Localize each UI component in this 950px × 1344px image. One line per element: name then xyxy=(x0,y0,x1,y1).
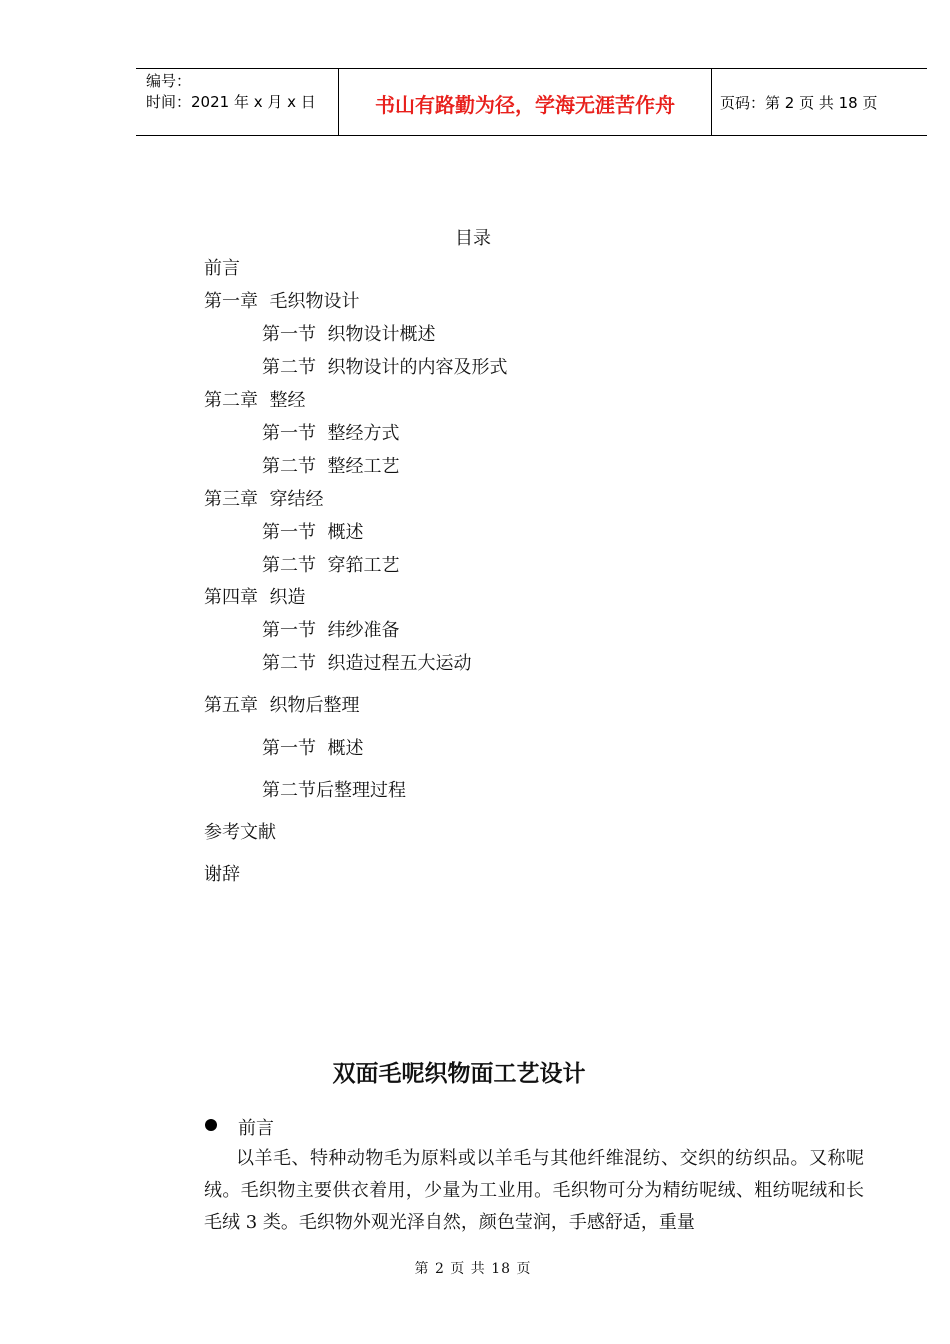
toc-entry-section[interactable]: 第一节 织物设计概述 xyxy=(262,324,436,345)
toc-entry-section[interactable]: 第一节 整经方式 xyxy=(262,423,400,444)
toc-entry-chapter-3[interactable]: 第三章 穿结经 xyxy=(204,489,324,510)
toc-entry-chapter-5[interactable]: 第五章 织物后整理 xyxy=(204,695,360,716)
toc-entry-chapter-1[interactable]: 第一章 毛织物设计 xyxy=(204,291,360,312)
body-paragraph: 以羊毛、特种动物毛为原料或以羊毛与其他纤维混纺、交织的纺织品。又称呢绒。毛织物主要供衣着用，少量为工业用。毛织物可分为精纺呢绒、粗纺呢绒和长毛绒 3 类。毛织物外观光泽自然，颜色莹润，手感舒适，重量 xyxy=(204,1148,864,1233)
toc-entry-chapter-2[interactable]: 第二章 整经 xyxy=(204,390,306,411)
document-title: 双面毛呢织物面工艺设计 xyxy=(332,1061,586,1087)
toc-entry-section[interactable]: 第二节后整理过程 xyxy=(262,780,406,801)
page-header xyxy=(136,68,927,136)
header-number-label: 编号： xyxy=(146,72,192,90)
toc-entry-section[interactable]: 第一节 纬纱准备 xyxy=(262,620,400,641)
section-heading: 前言 xyxy=(238,1118,274,1139)
bullet-icon xyxy=(205,1119,217,1131)
header-motto: 书山有路勤为径，学海无涯苦作舟 xyxy=(375,93,675,117)
toc-entry-preface[interactable]: 前言 xyxy=(204,258,240,279)
header-divider xyxy=(711,69,712,135)
toc-title: 目录 xyxy=(455,228,491,249)
toc-entry-section[interactable]: 第一节 概述 xyxy=(262,738,364,759)
header-meta xyxy=(146,71,316,113)
header-page-info: 页码：第 2 页 共 18 页 xyxy=(720,94,878,112)
header-divider xyxy=(338,69,339,135)
toc-entry-section[interactable]: 第二节 织造过程五大运动 xyxy=(262,653,472,674)
toc-entry-chapter-4[interactable]: 第四章 织造 xyxy=(204,587,306,608)
toc-entry-section[interactable]: 第二节 整经工艺 xyxy=(262,456,400,477)
header-date-label: 时间：2021 年 x 月 x 日 xyxy=(146,93,316,111)
toc-entry-section[interactable]: 第二节 穿筘工艺 xyxy=(262,555,400,576)
toc-entry-section[interactable]: 第二节 织物设计的内容及形式 xyxy=(262,357,508,378)
toc-entry-references[interactable]: 参考文献 xyxy=(204,822,276,843)
toc-entry-section[interactable]: 第一节 概述 xyxy=(262,522,364,543)
page-footer: 第 2 页 共 18 页 xyxy=(414,1261,532,1277)
toc-entry-acknowledgements[interactable]: 谢辞 xyxy=(204,864,240,885)
